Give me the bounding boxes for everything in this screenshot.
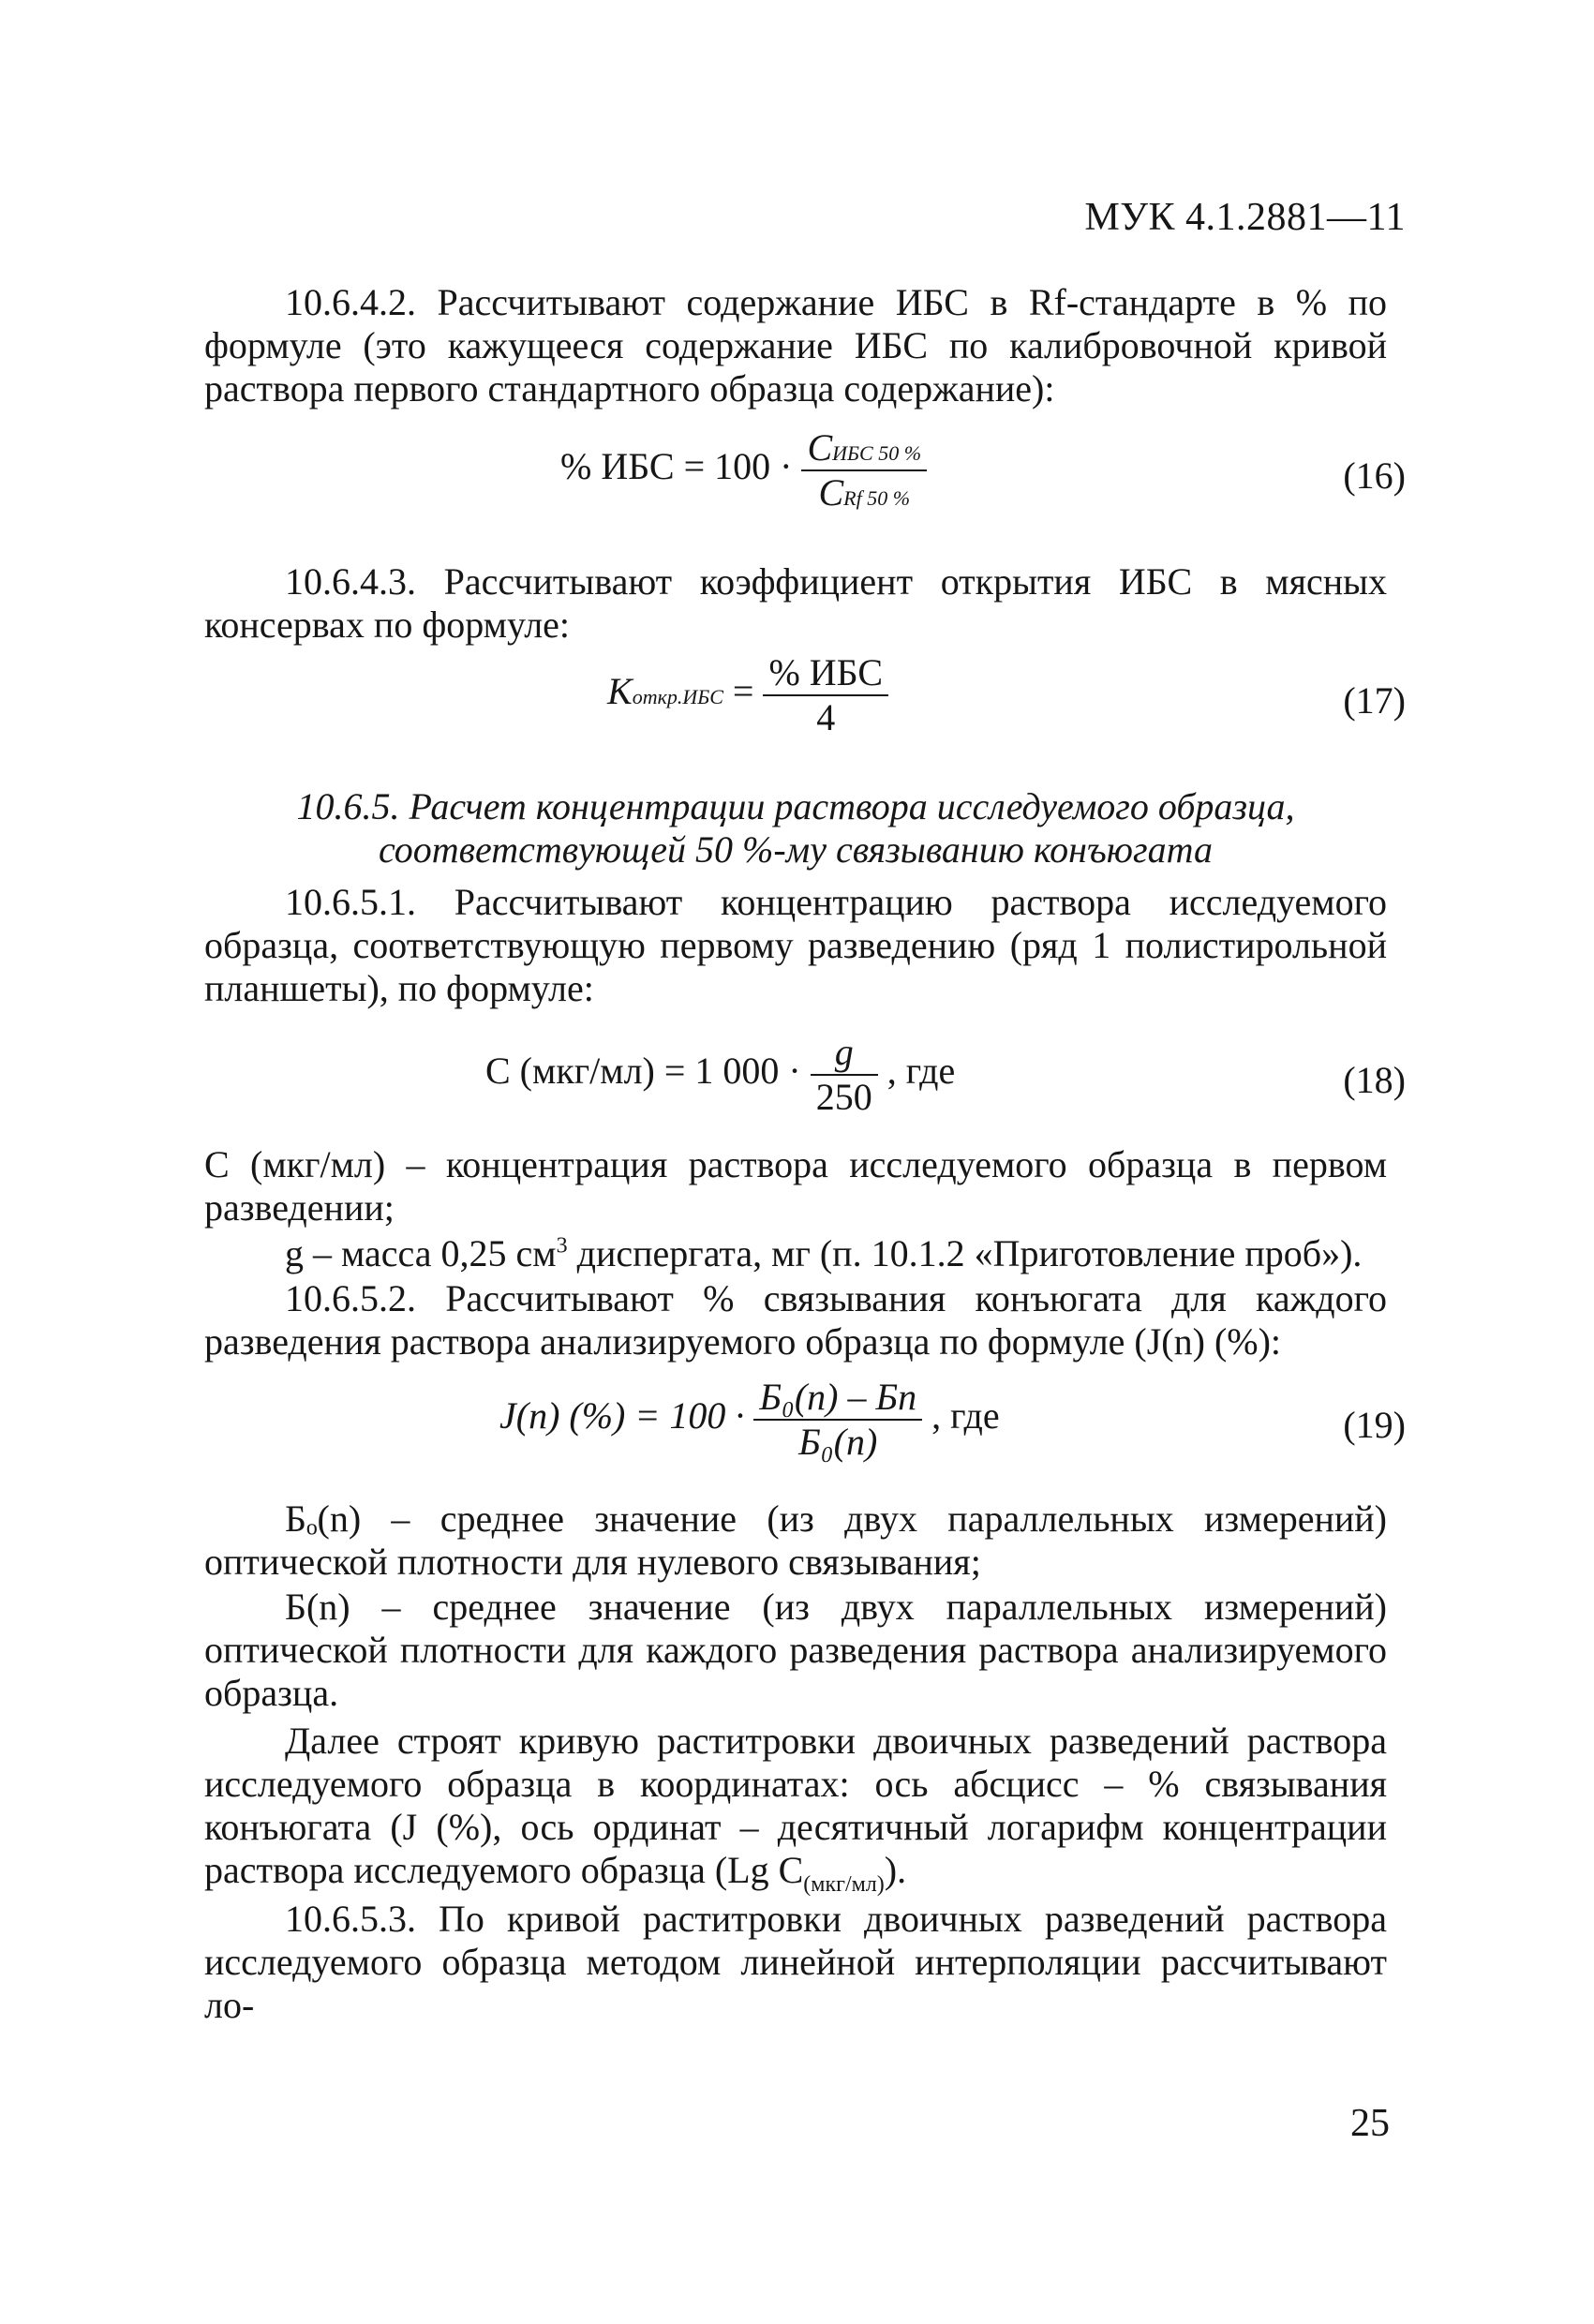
paragraph-10-6-4-3: 10.6.4.3. Рассчитывают коэффициент открытия ИБС в мясных консервах по формуле:: [204, 560, 1387, 646]
paragraph-10-6-5-1: 10.6.5.1. Рассчитывают концентрацию раствора исследуемого образца, соответствующую первому разведению (ряд 1 полистирольной планшеты), по формуле:: [204, 881, 1387, 1009]
page-number: 25: [1350, 2102, 1390, 2145]
definition-c: C (мкг/мл) – концентрация раствора исследуемого образца в первом разведении;: [204, 1143, 1387, 1229]
definition-g: g – масса 0,25 $см^3$ диспергата, мг (п. 10.1.2 «Приготовление проб»).: [285, 1232, 1363, 1274]
equation-19-lhs: J(n) (%) = 100 ·: [499, 1394, 745, 1438]
paragraph-10-6-5-2: 10.6.5.2. Рассчитывают % связывания конъюгата для каждого разведения раствора анализируемого образца по формуле (J(n) (%):: [204, 1277, 1387, 1363]
paragraph-titration-curve: Далее строят кривую раститровки двоичных разведений раствора исследуемого образца в координатах: ось абсцисс – % связывания конъюгата (J (%), ось ординат – десятичный логарифм концентрации раствора исследуемого образца (Lg $C_{(мкг/мл)}$).: [204, 1720, 1387, 1897]
equation-17-lhs: K: [607, 670, 633, 713]
equation-18-lhs: C (мкг/мл) = 1 000 ·: [485, 1050, 801, 1093]
equation-18-fraction: $\frac{g}{250}$: [811, 1031, 878, 1119]
equation-16: [204, 426, 1406, 539]
paragraph-10-6-4-2: 10.6.4.2. Рассчитывают содержание ИБС в Rf-стандарте в % по формуле (это кажущееся содержание ИБС по калибровочной кривой раствора первого стандартного образца содержание):: [204, 281, 1387, 410]
equation-17-number: (17): [1343, 679, 1406, 722]
equation-19-number: (19): [1343, 1404, 1406, 1446]
definition-b0: Бₒ(n) – среднее значение (из двух параллельных измерений) оптической плотности для нулевого связывания;: [204, 1497, 1387, 1583]
equation-17: Kоткр.ИБС = % ИБС 4 (17): [607, 651, 1406, 738]
document-code-header: МУК 4.1.2881—11: [1084, 196, 1406, 239]
equation-19: J(n) (%) = 100 · Б₀(n) – Бn Б₀(n) , где (19): [499, 1376, 1406, 1463]
equation-16-fraction: CИБС 50 % CRf 50 %: [801, 426, 927, 514]
definition-bn: Б(n) – среднее значение (из двух параллельных измерений) оптической плотности для каждого разведения раствора анализируемого образца.: [204, 1586, 1387, 1714]
equation-17-fraction: % ИБС 4: [763, 651, 888, 739]
equation-16-number: (16): [1343, 454, 1406, 497]
equation-19-fraction: Б₀(n) – Бn Б₀(n): [753, 1376, 922, 1464]
equation-18-number: (18): [1343, 1059, 1406, 1101]
section-heading-10-6-5: 10.6.5. Расчет концентрации раствора исследуемого образца, соответствующей 50 %-му связыванию конъюгата: [296, 785, 1295, 871]
equation-16-lhs: % ИБС = 100 ·: [560, 445, 793, 488]
paragraph-10-6-5-3: 10.6.5.3. По кривой раститровки двоичных разведений раствора исследуемого образца методом линейной интерполяции рассчитывают ло-: [204, 1898, 1387, 2026]
equation-18: C (мкг/мл) = 1 000 · $\frac{g}{250}$ , где (18): [485, 1031, 1406, 1118]
